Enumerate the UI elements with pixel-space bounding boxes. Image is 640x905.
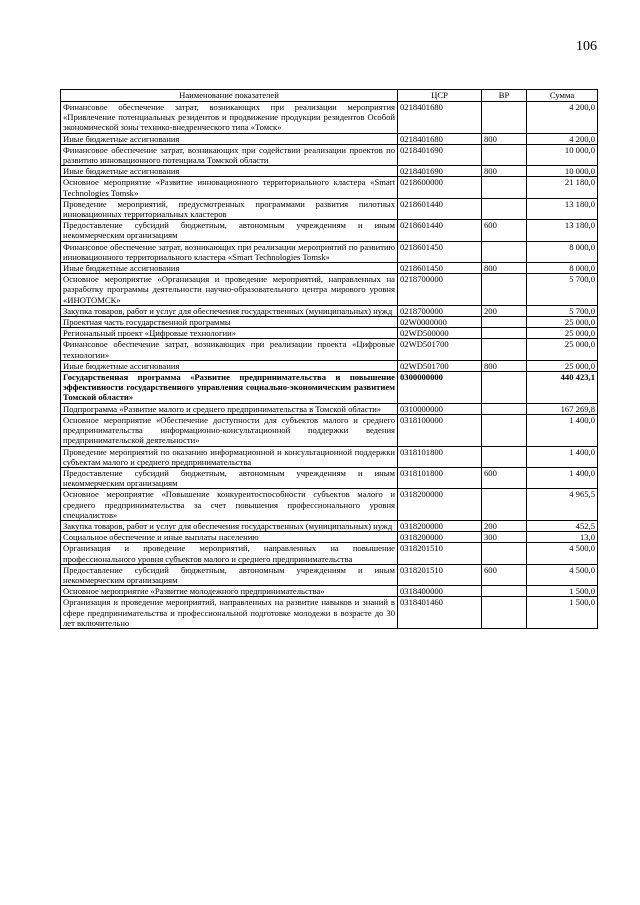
cell-sum: 25 000,0: [527, 339, 598, 360]
cell-sum: 25 000,0: [527, 317, 598, 328]
cell-name: Подпрограмма «Развитие малого и среднего предпринимательства в Томской области»: [61, 403, 398, 414]
table-row: [61, 564, 598, 585]
table-row: [61, 446, 598, 467]
cell-vr: [482, 328, 527, 339]
cell-vr: [482, 597, 527, 629]
table-body: [61, 102, 598, 629]
cell-name: Иные бюджетные ассигнования: [61, 263, 398, 274]
cell-vr: [482, 372, 527, 404]
cell-sum: 5 700,0: [527, 305, 598, 316]
table-row: [61, 166, 598, 177]
cell-vr: [482, 489, 527, 521]
header-vr: ВР: [482, 90, 527, 102]
cell-sum: 8 000,0: [527, 263, 598, 274]
cell-vr: [482, 177, 527, 198]
cell-vr: [482, 403, 527, 414]
cell-csr: 02WD501700: [398, 339, 482, 360]
table-row: [61, 467, 598, 488]
cell-name: Финансовое обеспечение затрат, возникающих при реализации мероприятий по развитию инновационного территориального кластера «Smart Technologies Tomsk»: [61, 241, 398, 262]
table-row: [61, 144, 598, 165]
cell-csr: 0318100000: [398, 414, 482, 446]
table-row: [61, 532, 598, 543]
table-row: [61, 372, 598, 404]
cell-csr: 02WD500000: [398, 328, 482, 339]
cell-vr: [482, 144, 527, 165]
cell-name: Финансовое обеспечение затрат, возникающих при содействии реализации проектов по развитию инновационного потенциала Томской области: [61, 144, 398, 165]
cell-sum: 13,0: [527, 532, 598, 543]
cell-csr: 02W0000000: [398, 317, 482, 328]
cell-name: Предоставление субсидий бюджетным, автономным учреждениям и иным некоммерческим организациям: [61, 564, 398, 585]
cell-sum: 10 000,0: [527, 166, 598, 177]
cell-vr: [482, 339, 527, 360]
cell-sum: 4 200,0: [527, 102, 598, 134]
table-row: [61, 177, 598, 198]
table-row: [61, 317, 598, 328]
cell-csr: 0218401690: [398, 166, 482, 177]
cell-sum: 25 000,0: [527, 328, 598, 339]
cell-name: Финансовое обеспечение затрат, возникающих при реализации мероприятия «Привлечение потенциальных резидентов и продвижение продукции резидентов Особой экономической зоны технико-внедренческого типа «Томск»: [61, 102, 398, 134]
cell-vr: [482, 446, 527, 467]
cell-sum: 5 700,0: [527, 274, 598, 306]
cell-name: Основное мероприятие «Развитие инновационного территориального кластера «Smart Technologies Tomsk»: [61, 177, 398, 198]
cell-name: Основное мероприятие «Развитие молодежного предпринимательства»: [61, 586, 398, 597]
cell-name: Организация и проведение мероприятий, направленных на повышение профессионального уровня субъектов малого и среднего предпринимательства: [61, 543, 398, 564]
cell-vr: 600: [482, 220, 527, 241]
cell-vr: 800: [482, 360, 527, 371]
cell-sum: 1 400,0: [527, 446, 598, 467]
cell-sum: 167 269,8: [527, 403, 598, 414]
cell-vr: [482, 198, 527, 219]
cell-vr: [482, 274, 527, 306]
cell-csr: 0218401680: [398, 102, 482, 134]
cell-csr: 0218601450: [398, 241, 482, 262]
cell-vr: [482, 543, 527, 564]
cell-sum: 4 500,0: [527, 543, 598, 564]
table-row: [61, 220, 598, 241]
cell-csr: 0218401680: [398, 133, 482, 144]
cell-sum: 1 500,0: [527, 597, 598, 629]
cell-name: Иные бюджетные ассигнования: [61, 360, 398, 371]
cell-csr: 0318401460: [398, 597, 482, 629]
cell-name: Предоставление субсидий бюджетным, автономным учреждениям и иным некоммерческим организациям: [61, 220, 398, 241]
cell-vr: 300: [482, 532, 527, 543]
cell-sum: 8 000,0: [527, 241, 598, 262]
cell-vr: 600: [482, 467, 527, 488]
table-row: [61, 241, 598, 262]
cell-vr: [482, 586, 527, 597]
cell-vr: 200: [482, 520, 527, 531]
cell-sum: 4 200,0: [527, 133, 598, 144]
cell-name: Закупка товаров, работ и услуг для обеспечения государственных (муниципальных) нужд: [61, 305, 398, 316]
table-row: [61, 274, 598, 306]
cell-csr: 02WD501700: [398, 360, 482, 371]
cell-vr: 800: [482, 166, 527, 177]
cell-name: Иные бюджетные ассигнования: [61, 166, 398, 177]
table-row: [61, 543, 598, 564]
table-row: [61, 305, 598, 316]
cell-name: Основное мероприятие «Повышение конкурентоспособности субъектов малого и среднего предпринимательства за счет повышения профессионального уровня специалистов»: [61, 489, 398, 521]
cell-name: Социальное обеспечение и иные выплаты населению: [61, 532, 398, 543]
table-row: [61, 489, 598, 521]
cell-name: Финансовое обеспечение затрат, возникающих при реализации проекта «Цифровые технологии»: [61, 339, 398, 360]
cell-sum: 25 000,0: [527, 360, 598, 371]
cell-csr: 0318201510: [398, 543, 482, 564]
cell-csr: 0218601440: [398, 198, 482, 219]
table-row: [61, 520, 598, 531]
cell-sum: 4 965,5: [527, 489, 598, 521]
cell-sum: 10 000,0: [527, 144, 598, 165]
cell-sum: 13 180,0: [527, 220, 598, 241]
table-row: [61, 198, 598, 219]
cell-name: Основное мероприятие «Обеспечение доступности для субъектов малого и среднего предпринимательства информационно-консультационной поддержки ведения предпринимательской деятельности»: [61, 414, 398, 446]
table-row: [61, 597, 598, 629]
budget-table: [60, 89, 598, 629]
cell-sum: 440 423,1: [527, 372, 598, 404]
table-row: [61, 586, 598, 597]
cell-csr: 0218600000: [398, 177, 482, 198]
cell-name: Государственная программа «Развитие предпринимательства и повышение эффективности государственного управления социально-экономическим развитием Томской области»: [61, 372, 398, 404]
table-row: [61, 328, 598, 339]
cell-csr: 0318400000: [398, 586, 482, 597]
cell-name: Закупка товаров, работ и услуг для обеспечения государственных (муниципальных) нужд: [61, 520, 398, 531]
cell-sum: 1 400,0: [527, 467, 598, 488]
table-row: [61, 339, 598, 360]
cell-name: Основное мероприятие «Организация и проведение мероприятий, направленных на разработку программы деятельности научно-образовательного центра мирового уровня «ИНОТОМСК»: [61, 274, 398, 306]
cell-sum: 13 180,0: [527, 198, 598, 219]
cell-sum: 4 500,0: [527, 564, 598, 585]
cell-csr: 0310000000: [398, 403, 482, 414]
cell-vr: 200: [482, 305, 527, 316]
cell-sum: 21 180,0: [527, 177, 598, 198]
table-row: [61, 414, 598, 446]
cell-name: Иные бюджетные ассигнования: [61, 133, 398, 144]
table-header-row: [61, 90, 598, 102]
cell-vr: [482, 241, 527, 262]
cell-vr: [482, 102, 527, 134]
cell-sum: 452,5: [527, 520, 598, 531]
cell-sum: 1 400,0: [527, 414, 598, 446]
page-number: 106: [576, 39, 597, 54]
table-row: [61, 133, 598, 144]
header-name: Наименование показателей: [61, 90, 398, 102]
table-row: [61, 403, 598, 414]
cell-csr: 0318101800: [398, 446, 482, 467]
cell-vr: 600: [482, 564, 527, 585]
cell-vr: [482, 317, 527, 328]
cell-vr: [482, 414, 527, 446]
cell-name: Проведение мероприятий по оказанию информационной и консультационной поддержки субъектам малого и среднего предпринимательства: [61, 446, 398, 467]
table-row: [61, 263, 598, 274]
cell-csr: 0318200000: [398, 489, 482, 521]
cell-name: Предоставление субсидий бюджетным, автономным учреждениям и иным некоммерческим организациям: [61, 467, 398, 488]
header-sum: Сумма: [527, 90, 598, 102]
cell-csr: 0318200000: [398, 532, 482, 543]
cell-csr: 0300000000: [398, 372, 482, 404]
table-row: [61, 102, 598, 134]
table-row: [61, 360, 598, 371]
cell-name: Проектная часть государственной программы: [61, 317, 398, 328]
cell-csr: 0218700000: [398, 274, 482, 306]
cell-csr: 0218700000: [398, 305, 482, 316]
cell-csr: 0318201510: [398, 564, 482, 585]
header-csr: ЦСР: [398, 90, 482, 102]
cell-name: Организация и проведение мероприятий, направленных на развитие навыков и знаний в сфере предпринимательства и профессиональной подготовке молодежи в возрасте до 30 лет включительно: [61, 597, 398, 629]
cell-sum: 1 500,0: [527, 586, 598, 597]
cell-name: Региональный проект «Цифровые технологии»: [61, 328, 398, 339]
cell-csr: 0318101800: [398, 467, 482, 488]
cell-csr: 0218401690: [398, 144, 482, 165]
cell-vr: 800: [482, 133, 527, 144]
cell-csr: 0218601440: [398, 220, 482, 241]
cell-csr: 0218601450: [398, 263, 482, 274]
cell-csr: 0318200000: [398, 520, 482, 531]
cell-vr: 800: [482, 263, 527, 274]
cell-name: Проведение мероприятий, предусмотренных программами развития пилотных инновационных территориальных кластеров: [61, 198, 398, 219]
